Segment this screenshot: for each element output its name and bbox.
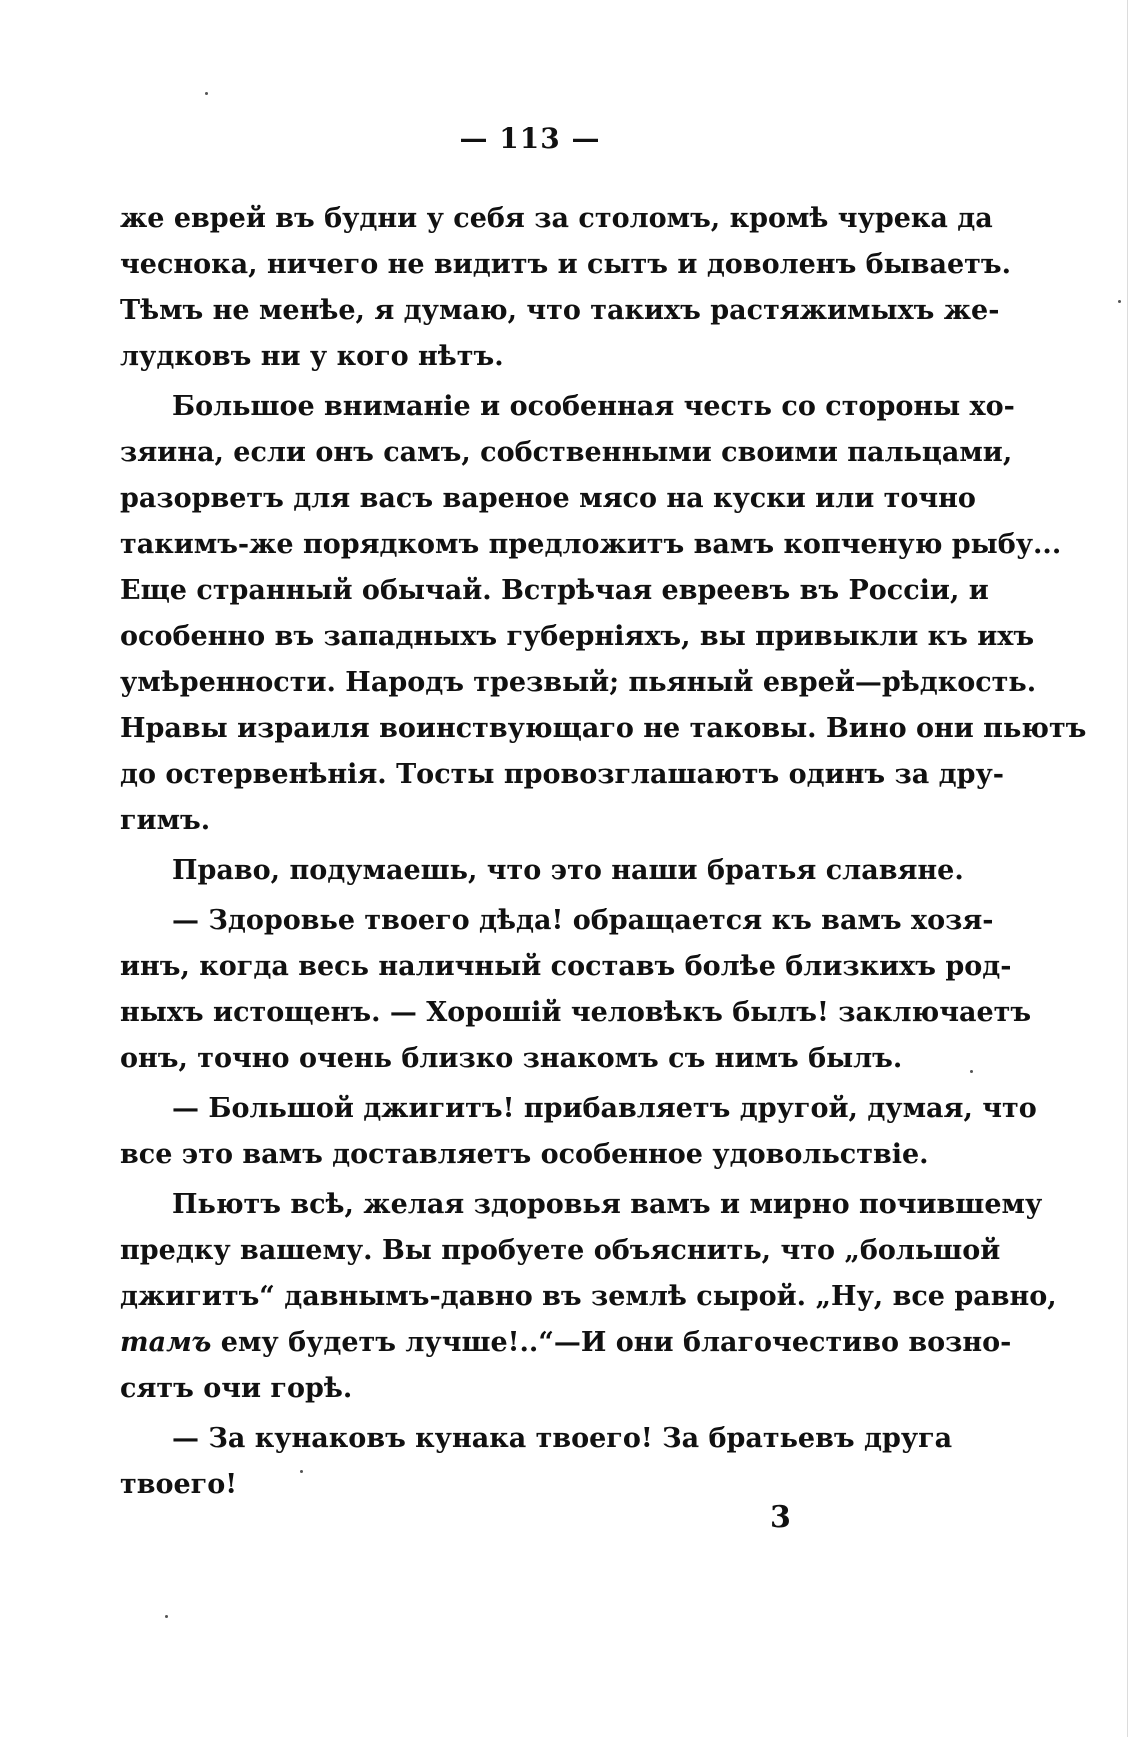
body-text	[120, 196, 1087, 1508]
text-line: инъ, когда весь наличный составъ болѣе близкихъ род-	[120, 951, 1012, 982]
text-line: Большое вниманіе и особенная честь со стороны хо-	[172, 391, 1015, 422]
text-line: сятъ очи горѣ.	[120, 1373, 353, 1404]
text-line: все это вамъ доставляетъ особенное удовольствіе.	[120, 1139, 929, 1170]
print-speck	[1118, 300, 1121, 303]
text-line: Тѣмъ не менѣе, я думаю, что такихъ растяжимыхъ же-	[120, 295, 1000, 326]
page-number: — 113 —	[459, 122, 601, 155]
text-line: твоего!	[120, 1469, 238, 1500]
text-line: онъ, точно очень близко знакомъ съ нимъ былъ.	[120, 1043, 903, 1074]
text-line: до остервенѣнія. Тосты провозглашаютъ одинъ за дру-	[120, 759, 1004, 790]
text-line: Право, подумаешь, что это наши братья славяне.	[172, 855, 964, 886]
text-line: лудковъ ни у кого нѣтъ.	[120, 341, 504, 372]
italic-word: тамъ	[120, 1327, 212, 1358]
text-line: разорветъ для васъ вареное мясо на куски или точно	[120, 483, 976, 514]
text-line: Нравы израиля воинствующаго не таковы. Вино они пьютъ	[120, 713, 1087, 744]
text-line-rest: ему будетъ лучше!..“—И они благочестиво возно-	[211, 1327, 1012, 1358]
text-line: — За кунаковъ кунака твоего! За братьевъ друга	[172, 1423, 953, 1454]
text-line: предку вашему. Вы пробуете объяснить, что „большой	[120, 1235, 1001, 1266]
text-line: Пьютъ всѣ, желая здоровья вамъ и мирно почившему	[172, 1189, 1043, 1220]
signature-mark: 3	[770, 1500, 791, 1535]
text-line: джигитъ“ давнымъ-давно въ землѣ сырой. „Ну, все равно,	[120, 1281, 1057, 1312]
page-edge-line	[1127, 0, 1128, 1737]
print-speck	[300, 1470, 303, 1473]
print-speck	[165, 1615, 168, 1618]
text-line: особенно въ западныхъ губерніяхъ, вы привыкли къ ихъ	[120, 621, 1035, 652]
text-line	[120, 1320, 1012, 1366]
text-line: зяина, если онъ самъ, собственными своими пальцами,	[120, 437, 1013, 468]
text-line: Еще странный обычай. Встрѣчая евреевъ въ Россіи, и	[120, 575, 989, 606]
text-line: же еврей въ будни у себя за столомъ, кромѣ чурека да	[120, 203, 993, 234]
print-speck	[205, 92, 208, 95]
text-line: такимъ-же порядкомъ предложитъ вамъ копченую рыбу...	[120, 529, 1062, 560]
text-line: ныхъ истощенъ. — Хорошій человѣкъ былъ! заключаетъ	[120, 997, 1032, 1028]
text-line: умѣренности. Народъ трезвый; пьяный еврей—рѣдкость.	[120, 667, 1037, 698]
text-line: — Большой джигитъ! прибавляетъ другой, думая, что	[172, 1093, 1037, 1124]
text-line: гимъ.	[120, 805, 211, 836]
text-line: — Здоровье твоего дѣда! обращается къ вамъ хозя-	[172, 905, 994, 936]
text-line: чеснока, ничего не видитъ и сытъ и доволенъ бываетъ.	[120, 249, 1012, 280]
print-speck	[970, 1070, 973, 1073]
